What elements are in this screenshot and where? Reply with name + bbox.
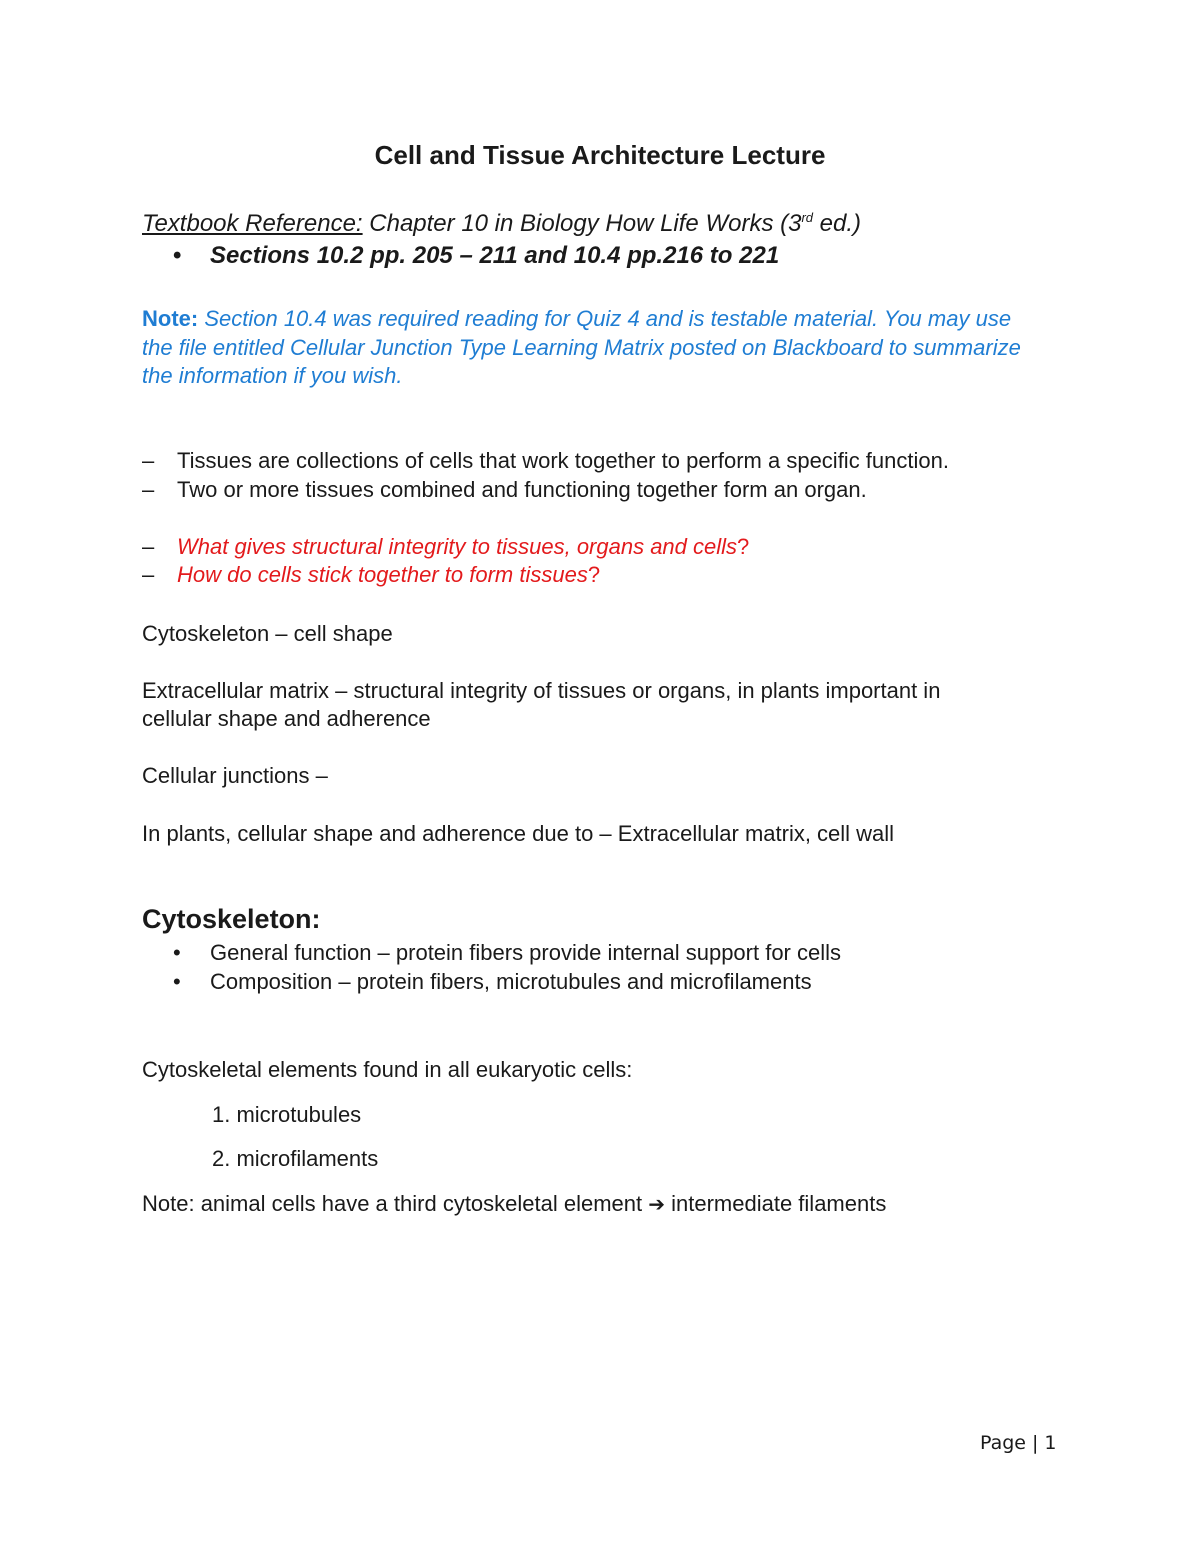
page-number: 1: [1044, 1432, 1057, 1454]
bullet-icon: •: [173, 242, 182, 269]
arrow-icon: ➔: [648, 1192, 666, 1216]
question-item: – How do cells stick together to form tissues?: [142, 562, 601, 587]
plants-line: In plants, cellular shape and adherence due to – Extracellular matrix, cell wall: [142, 821, 895, 846]
list-item: • Composition – protein fibers, microtubules and microfilaments: [173, 969, 812, 994]
list-item: – Two or more tissues combined and functioning together form an organ.: [142, 477, 867, 502]
reference-label: Textbook Reference:: [142, 210, 363, 237]
reference-text: Chapter 10 in Biology How Life Works (3: [362, 210, 802, 237]
page-footer: Page | 1: [980, 1432, 1057, 1454]
bullet-icon: •: [173, 940, 181, 965]
list-item: 1. microtubules: [212, 1102, 362, 1127]
elements-intro: Cytoskeletal elements found in all eukaryotic cells:: [142, 1057, 633, 1082]
list-item: – Tissues are collections of cells that work together to perform a specific function.: [142, 448, 949, 473]
list-item: • General function – protein fibers provide internal support for cells: [173, 940, 842, 965]
page-title: Cell and Tissue Architecture Lecture: [374, 140, 826, 170]
section-heading: Cytoskeleton:: [142, 904, 321, 934]
note-paragraph: [142, 305, 1042, 391]
list-item: 2. microfilaments: [212, 1146, 379, 1171]
reference-sections: Sections 10.2 pp. 205 – 211 and 10.4 pp.216 to 221: [210, 242, 780, 269]
note-text: Section 10.4 was required reading for Quiz 4 and is testable material. You may use the file entitled Cellular Junction Type Learning Matrix posted on Blackboard to summarize the information if you wish.: [142, 306, 1021, 388]
animal-note: Note: animal cells have a third cytoskeletal element ➔ intermediate filaments: [142, 1191, 887, 1216]
reference-text-end: ed.): [813, 210, 862, 237]
bullet-icon: •: [173, 969, 181, 994]
cytoskeleton-line: Cytoskeleton – cell shape: [142, 621, 393, 646]
ecm-line-1: Extracellular matrix – structural integrity of tissues or organs, in plants important in: [142, 678, 941, 703]
note-label: Note:: [142, 306, 199, 331]
ecm-line-2: cellular shape and adherence: [142, 706, 431, 731]
reference-superscript: rd: [801, 210, 814, 225]
reference-bullet: [173, 242, 779, 270]
textbook-reference: [142, 210, 861, 238]
junctions-line: Cellular junctions –: [142, 763, 328, 788]
question-item: – What gives structural integrity to tissues, organs and cells?: [142, 534, 750, 559]
